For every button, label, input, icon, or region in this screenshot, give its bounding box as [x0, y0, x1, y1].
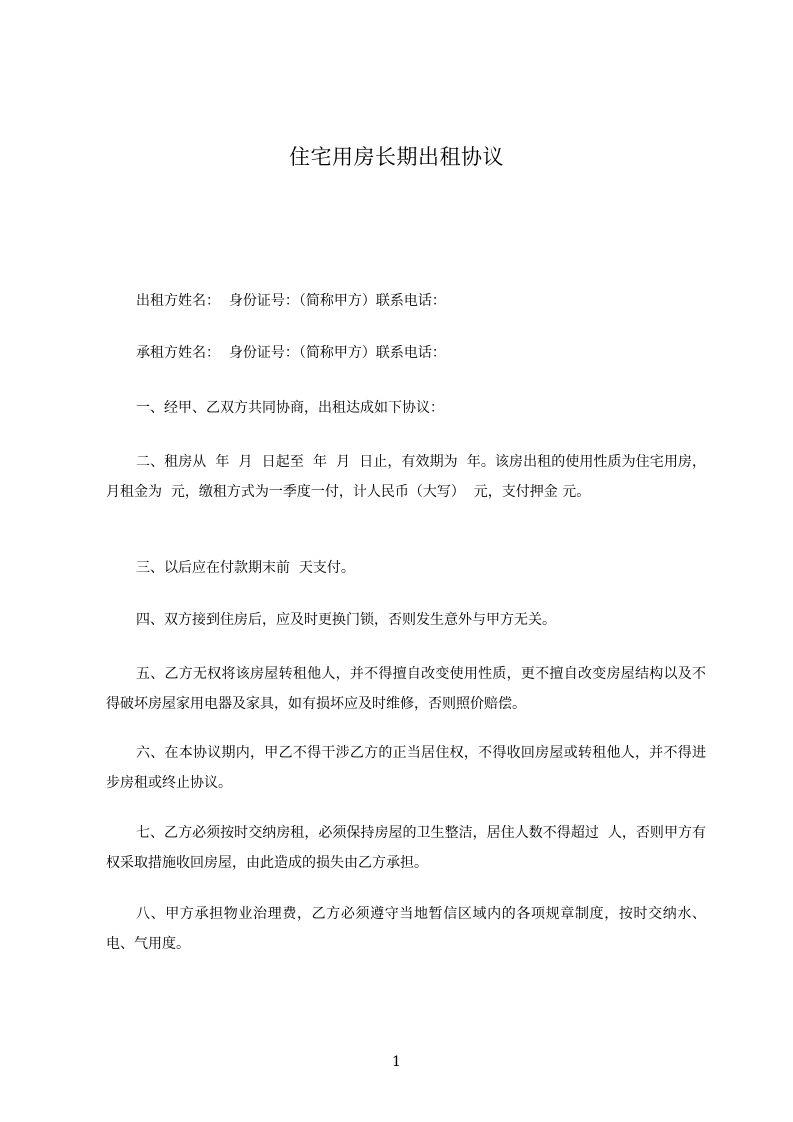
clause-6-paragraph: 六、在本协议期内，甲乙不得干涉乙方的正当居住权，不得收回房屋或转租他人，并不得进步房租或终止协议。 [106, 745, 706, 791]
lessor-info-paragraph: 出租方姓名： 身份证号：（简称甲方）联系电话： [136, 293, 446, 309]
clause-7-paragraph: 七、乙方必须按时交纳房租，必须保持房屋的卫生整洁，居住人数不得超过 人，否则甲方有权采取措施收回房屋，由此造成的损失由乙方承担。 [106, 825, 706, 871]
lessee-info-paragraph: 承租方姓名： 身份证号：（简称甲方）联系电话： [136, 345, 446, 361]
clause-8-paragraph: 八、甲方承担物业治理费，乙方必须遵守当地暂信区域内的各项规章制度，按时交纳水、电、气用度。 [106, 906, 706, 952]
page-number: 1 [392, 1054, 401, 1070]
clause-1-paragraph: 一、经甲、乙双方共同协商，出租达成如下协议： [136, 400, 444, 416]
clause-2-paragraph: 二、租房从 年 月 日起至 年 月 日止，有效期为 年。该房出租的使用性质为住宅用房，月租金为 元，缴租方式为一季度一付，计人民币（大写） 元，支付押金 元。 [106, 454, 706, 500]
clause-3-paragraph: 三、以后应在付款期末前 天支付。 [136, 560, 355, 576]
clause-5-paragraph: 五、乙方无权将该房屋转租他人，并不得擅自改变使用性质，更不擅自改变房屋结构以及不得破坏房屋家用电器及家具，如有损坏应及时维修，否则照价赔偿。 [106, 666, 706, 712]
document-title: 住宅用房长期出租协议 [289, 145, 504, 169]
clause-4-paragraph: 四、双方接到住房后，应及时更换门锁，否则发生意外与甲方无关。 [136, 612, 556, 628]
